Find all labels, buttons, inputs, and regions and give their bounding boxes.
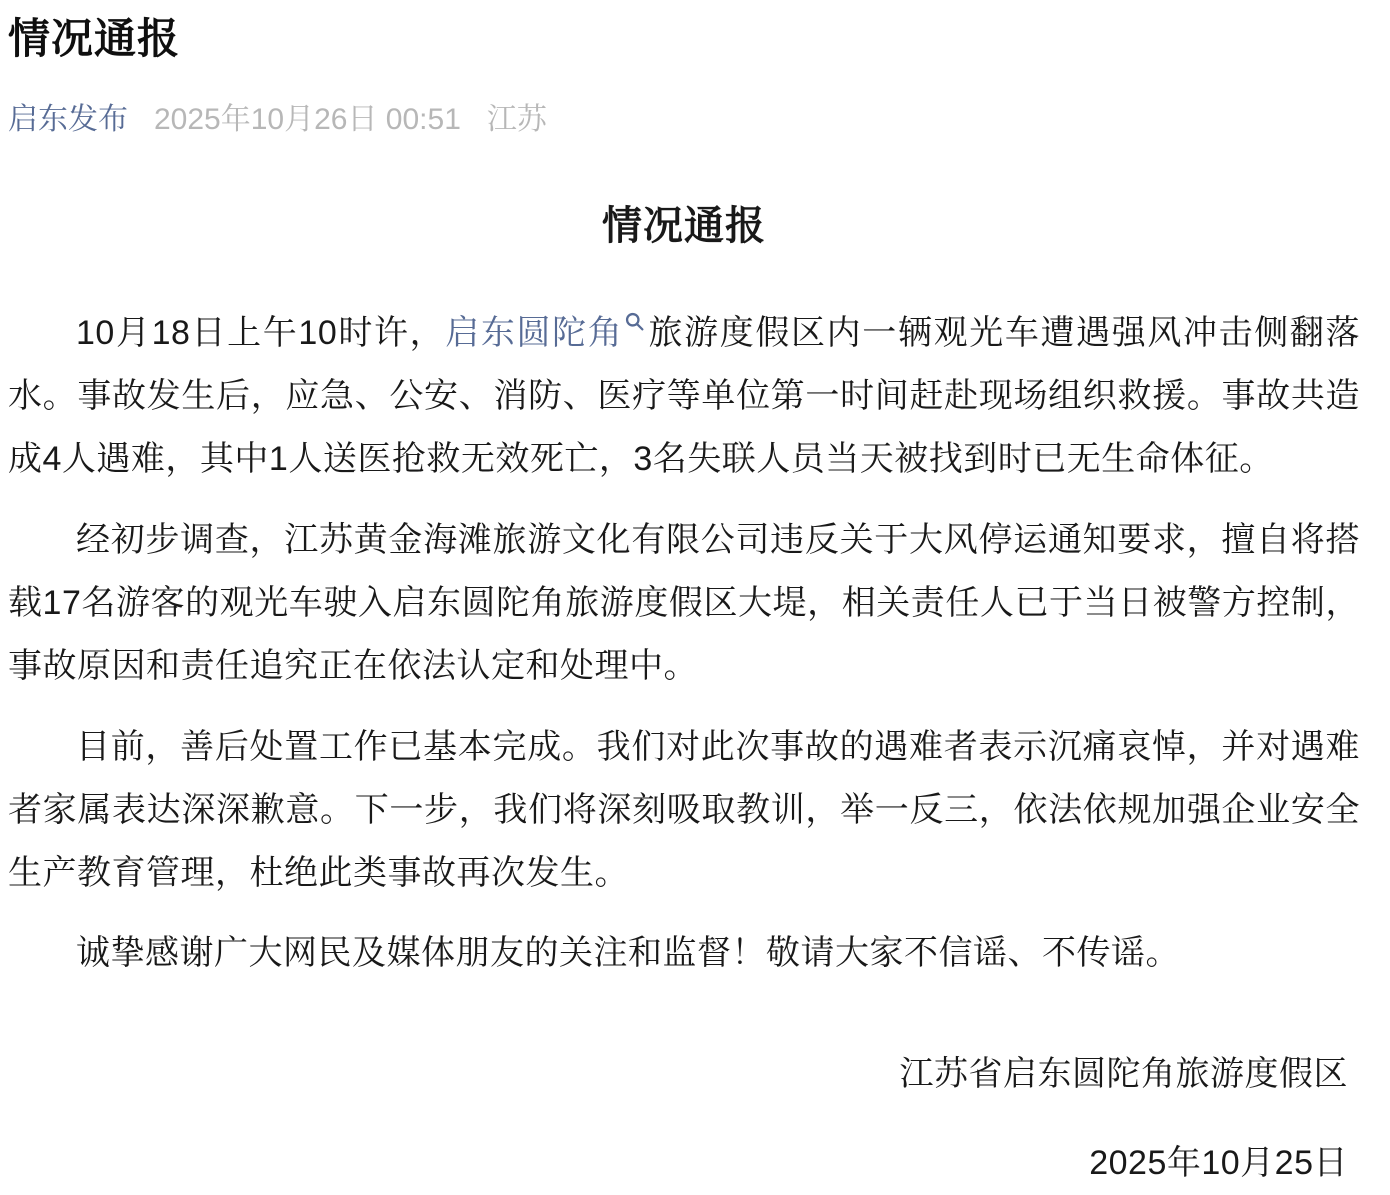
page-title: 情况通报: [8, 15, 181, 62]
article-meta: [8, 102, 1360, 138]
paragraph-2: 经初步调查，江苏黄金海滩旅游文化有限公司违反关于大风停运通知要求，擅自将搭载17名游客的观光车驶入启东圆陀角旅游度假区大堤，相关责任人已于当日被警方控制，事故原因和责任追究正在依法认定和处理中。: [8, 521, 1360, 685]
paragraph-1-after-link: 旅游度假区内一辆观光车遭遇强风冲击侧翻落水。事故发生后，应急、公安、消防、医疗等单位第一时间赶赴现场组织救援。事故共造成4人遇难，其中1人送医抢救无效死亡，3名失联人员当天被找到时已无生命体征。: [8, 314, 1360, 479]
paragraph-1: [8, 302, 1360, 491]
location-link-label: 启东圆陀角: [445, 314, 624, 353]
signature-block: [8, 1043, 1360, 1195]
article-heading: 情况通报: [602, 204, 766, 249]
paragraph-3: 目前，善后处置工作已基本完成。我们对此次事故的遇难者表示沉痛哀悼，并对遇难者家属表达深深歉意。下一步，我们将深刻吸取教训，举一反三，依法依规加强企业安全生产教育管理，杜绝此类事故再次发生。: [8, 727, 1360, 892]
paragraph-1-before-link: 10月18日上午10时许，: [76, 314, 446, 353]
paragraph-4: 诚挚感谢广大网民及媒体朋友的关注和监督！敬请大家不信谣、不传谣。: [76, 934, 1180, 973]
signature-date: 2025年10月25日: [1089, 1144, 1348, 1183]
location-link[interactable]: [445, 314, 647, 352]
article-body: [8, 302, 1360, 985]
publish-datetime: 2025年10月26日 00:51: [154, 103, 461, 137]
signature-org: 江苏省启东圆陀角旅游度假区: [899, 1055, 1348, 1094]
account-link[interactable]: 启东发布: [8, 103, 128, 137]
publish-location: 江苏: [486, 103, 547, 137]
search-icon: [624, 311, 645, 332]
